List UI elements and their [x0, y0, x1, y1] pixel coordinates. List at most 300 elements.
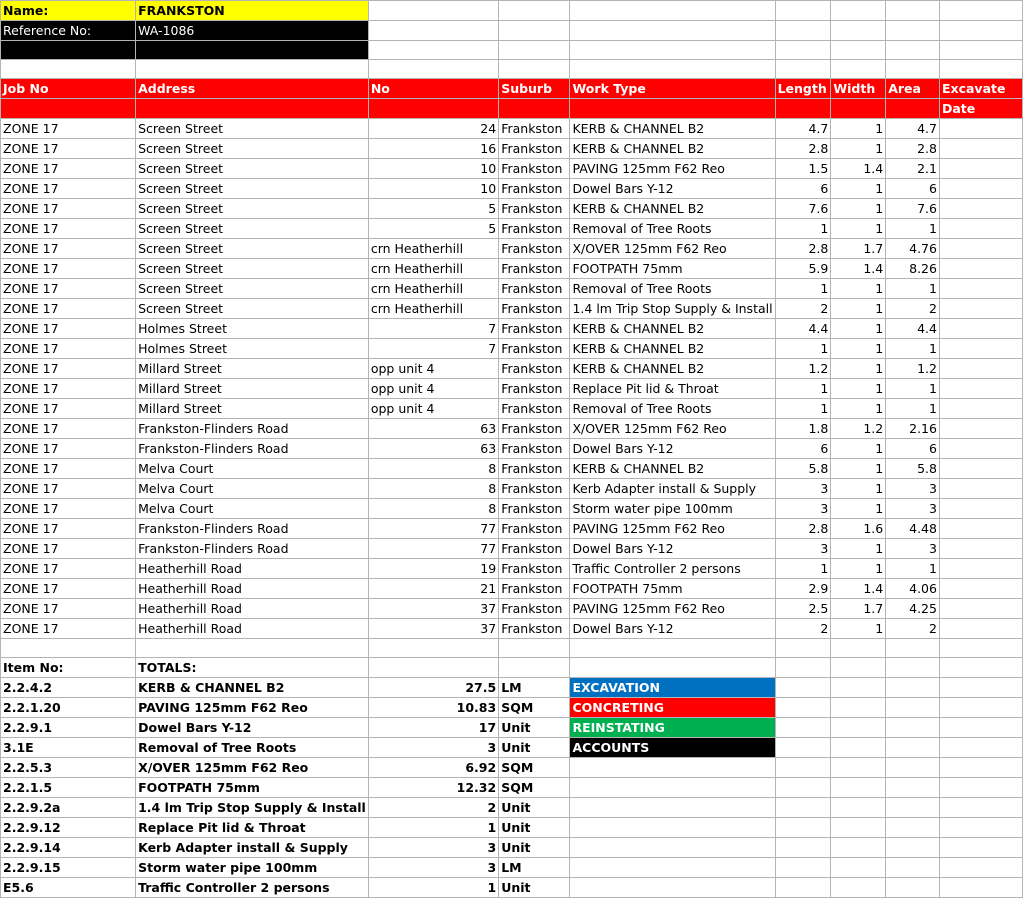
- total-quantity-cell[interactable]: 1: [368, 878, 498, 898]
- suburb-cell[interactable]: Frankston: [499, 199, 570, 219]
- excavate-date-cell[interactable]: [939, 539, 1022, 559]
- job-no-cell[interactable]: ZONE 17: [1, 119, 136, 139]
- job-no-cell[interactable]: ZONE 17: [1, 479, 136, 499]
- length-cell[interactable]: 5.9: [775, 259, 831, 279]
- suburb-cell[interactable]: Frankston: [499, 339, 570, 359]
- length-cell[interactable]: 4.7: [775, 119, 831, 139]
- length-cell[interactable]: 3: [775, 539, 831, 559]
- length-cell[interactable]: 2.8: [775, 139, 831, 159]
- work-type-cell[interactable]: KERB & CHANNEL B2: [570, 339, 775, 359]
- job-no-cell[interactable]: ZONE 17: [1, 519, 136, 539]
- job-no-cell[interactable]: ZONE 17: [1, 219, 136, 239]
- total-quantity-cell[interactable]: 3: [368, 738, 498, 758]
- job-no-cell[interactable]: ZONE 17: [1, 419, 136, 439]
- area-cell[interactable]: 1.2: [886, 359, 940, 379]
- area-cell[interactable]: 3: [886, 499, 940, 519]
- excavate-date-cell[interactable]: [939, 359, 1022, 379]
- length-cell[interactable]: 3: [775, 479, 831, 499]
- address-cell[interactable]: Screen Street: [136, 219, 369, 239]
- suburb-cell[interactable]: Frankston: [499, 379, 570, 399]
- total-description-cell[interactable]: Kerb Adapter install & Supply: [136, 838, 369, 858]
- total-unit-cell[interactable]: Unit: [499, 878, 570, 898]
- width-cell[interactable]: 1: [831, 559, 886, 579]
- job-no-cell[interactable]: ZONE 17: [1, 339, 136, 359]
- street-no-cell[interactable]: 37: [368, 599, 498, 619]
- suburb-cell[interactable]: Frankston: [499, 579, 570, 599]
- work-type-cell[interactable]: Dowel Bars Y-12: [570, 439, 775, 459]
- address-cell[interactable]: Heatherhill Road: [136, 579, 369, 599]
- address-cell[interactable]: Holmes Street: [136, 319, 369, 339]
- item-no-cell[interactable]: 2.2.9.14: [1, 838, 136, 858]
- job-no-cell[interactable]: ZONE 17: [1, 139, 136, 159]
- address-cell[interactable]: Heatherhill Road: [136, 559, 369, 579]
- street-no-cell[interactable]: 16: [368, 139, 498, 159]
- address-cell[interactable]: Millard Street: [136, 379, 369, 399]
- width-cell[interactable]: 1: [831, 399, 886, 419]
- address-cell[interactable]: Screen Street: [136, 259, 369, 279]
- area-cell[interactable]: 6: [886, 439, 940, 459]
- excavate-date-cell[interactable]: [939, 619, 1022, 639]
- address-cell[interactable]: Melva Court: [136, 499, 369, 519]
- area-cell[interactable]: 4.76: [886, 239, 940, 259]
- job-no-cell[interactable]: ZONE 17: [1, 499, 136, 519]
- street-no-cell[interactable]: 7: [368, 319, 498, 339]
- suburb-cell[interactable]: Frankston: [499, 179, 570, 199]
- area-cell[interactable]: 4.25: [886, 599, 940, 619]
- suburb-cell[interactable]: Frankston: [499, 459, 570, 479]
- address-cell[interactable]: Melva Court: [136, 459, 369, 479]
- legend-excavation: EXCAVATION: [570, 678, 775, 698]
- address-cell[interactable]: Millard Street: [136, 399, 369, 419]
- job-no-cell[interactable]: ZONE 17: [1, 379, 136, 399]
- legend-reinstating: REINSTATING: [570, 718, 775, 738]
- excavate-date-cell[interactable]: [939, 379, 1022, 399]
- total-unit-cell[interactable]: LM: [499, 858, 570, 878]
- job-row: [1, 379, 1023, 399]
- width-cell[interactable]: 1.4: [831, 579, 886, 599]
- street-no-cell[interactable]: 77: [368, 519, 498, 539]
- length-cell[interactable]: 1: [775, 399, 831, 419]
- suburb-cell[interactable]: Frankston: [499, 419, 570, 439]
- address-cell[interactable]: Screen Street: [136, 119, 369, 139]
- suburb-cell[interactable]: Frankston: [499, 559, 570, 579]
- job-row: [1, 219, 1023, 239]
- width-cell[interactable]: 1.4: [831, 259, 886, 279]
- street-no-cell[interactable]: crn Heatherhill: [368, 239, 498, 259]
- total-unit-cell[interactable]: SQM: [499, 778, 570, 798]
- suburb-cell[interactable]: Frankston: [499, 279, 570, 299]
- length-cell[interactable]: 1: [775, 279, 831, 299]
- excavate-date-cell[interactable]: [939, 159, 1022, 179]
- excavate-date-cell[interactable]: [939, 339, 1022, 359]
- work-type-cell[interactable]: PAVING 125mm F62 Reo: [570, 599, 775, 619]
- total-description-cell[interactable]: 1.4 lm Trip Stop Supply & Install: [136, 798, 369, 818]
- total-description-cell[interactable]: Removal of Tree Roots: [136, 738, 369, 758]
- area-cell[interactable]: 2.16: [886, 419, 940, 439]
- street-no-cell[interactable]: 19: [368, 559, 498, 579]
- total-unit-cell[interactable]: Unit: [499, 798, 570, 818]
- job-no-cell[interactable]: ZONE 17: [1, 599, 136, 619]
- suburb-cell[interactable]: Frankston: [499, 439, 570, 459]
- total-description-cell[interactable]: FOOTPATH 75mm: [136, 778, 369, 798]
- area-cell[interactable]: 1: [886, 279, 940, 299]
- work-type-cell[interactable]: KERB & CHANNEL B2: [570, 359, 775, 379]
- total-description-cell[interactable]: X/OVER 125mm F62 Reo: [136, 758, 369, 778]
- area-cell[interactable]: 4.06: [886, 579, 940, 599]
- area-cell[interactable]: 4.4: [886, 319, 940, 339]
- width-cell[interactable]: 1: [831, 619, 886, 639]
- address-cell[interactable]: Screen Street: [136, 239, 369, 259]
- area-cell[interactable]: 3: [886, 539, 940, 559]
- totals-row: [1, 798, 1023, 818]
- legend-accounts: ACCOUNTS: [570, 738, 775, 758]
- area-cell[interactable]: 4.7: [886, 119, 940, 139]
- length-cell[interactable]: 3: [775, 499, 831, 519]
- work-type-cell[interactable]: Kerb Adapter install & Supply: [570, 479, 775, 499]
- address-cell[interactable]: Frankston-Flinders Road: [136, 419, 369, 439]
- total-unit-cell[interactable]: Unit: [499, 738, 570, 758]
- job-no-cell[interactable]: ZONE 17: [1, 319, 136, 339]
- col-header-date: Date: [939, 99, 1022, 119]
- address-cell[interactable]: Holmes Street: [136, 339, 369, 359]
- job-no-cell[interactable]: ZONE 17: [1, 399, 136, 419]
- length-cell[interactable]: 5.8: [775, 459, 831, 479]
- total-quantity-cell[interactable]: 12.32: [368, 778, 498, 798]
- area-cell[interactable]: 5.8: [886, 459, 940, 479]
- address-cell[interactable]: Screen Street: [136, 179, 369, 199]
- job-no-cell[interactable]: ZONE 17: [1, 459, 136, 479]
- area-cell[interactable]: 6: [886, 179, 940, 199]
- area-cell[interactable]: 1: [886, 219, 940, 239]
- legend-concreting: CONCRETING: [570, 698, 775, 718]
- job-no-cell[interactable]: ZONE 17: [1, 439, 136, 459]
- suburb-cell[interactable]: Frankston: [499, 539, 570, 559]
- item-no-cell[interactable]: 3.1E: [1, 738, 136, 758]
- length-cell[interactable]: 2.8: [775, 239, 831, 259]
- total-description-cell[interactable]: Traffic Controller 2 persons: [136, 878, 369, 898]
- area-cell[interactable]: 2.1: [886, 159, 940, 179]
- item-no-cell[interactable]: 2.2.9.12: [1, 818, 136, 838]
- total-description-cell[interactable]: KERB & CHANNEL B2: [136, 678, 369, 698]
- suburb-cell[interactable]: Frankston: [499, 119, 570, 139]
- address-cell[interactable]: Frankston-Flinders Road: [136, 539, 369, 559]
- length-cell[interactable]: 6: [775, 439, 831, 459]
- suburb-cell[interactable]: Frankston: [499, 599, 570, 619]
- length-cell[interactable]: 2.5: [775, 599, 831, 619]
- excavate-date-cell[interactable]: [939, 319, 1022, 339]
- address-cell[interactable]: Heatherhill Road: [136, 599, 369, 619]
- length-cell[interactable]: 1: [775, 559, 831, 579]
- length-cell[interactable]: 1: [775, 219, 831, 239]
- work-type-cell[interactable]: Storm water pipe 100mm: [570, 499, 775, 519]
- street-no-cell[interactable]: 21: [368, 579, 498, 599]
- work-type-cell[interactable]: Dowel Bars Y-12: [570, 179, 775, 199]
- job-no-cell[interactable]: ZONE 17: [1, 259, 136, 279]
- width-cell[interactable]: 1: [831, 479, 886, 499]
- item-no-cell[interactable]: E5.6: [1, 878, 136, 898]
- total-description-cell[interactable]: Storm water pipe 100mm: [136, 858, 369, 878]
- job-row: [1, 459, 1023, 479]
- work-type-cell[interactable]: KERB & CHANNEL B2: [570, 139, 775, 159]
- length-cell[interactable]: 1: [775, 379, 831, 399]
- job-no-cell[interactable]: ZONE 17: [1, 199, 136, 219]
- length-cell[interactable]: 6: [775, 179, 831, 199]
- excavate-date-cell[interactable]: [939, 459, 1022, 479]
- excavate-date-cell[interactable]: [939, 119, 1022, 139]
- excavate-date-cell[interactable]: [939, 219, 1022, 239]
- name-value[interactable]: FRANKSTON: [136, 1, 369, 21]
- excavate-date-cell[interactable]: [939, 279, 1022, 299]
- work-type-cell[interactable]: FOOTPATH 75mm: [570, 579, 775, 599]
- suburb-cell[interactable]: Frankston: [499, 139, 570, 159]
- col-header-address: Address: [136, 79, 369, 99]
- work-type-cell[interactable]: X/OVER 125mm F62 Reo: [570, 239, 775, 259]
- job-no-cell[interactable]: ZONE 17: [1, 559, 136, 579]
- work-type-cell[interactable]: PAVING 125mm F62 Reo: [570, 519, 775, 539]
- reference-value[interactable]: WA-1086: [136, 21, 369, 41]
- length-cell[interactable]: 2.9: [775, 579, 831, 599]
- total-unit-cell[interactable]: Unit: [499, 818, 570, 838]
- item-no-cell[interactable]: 2.2.1.20: [1, 698, 136, 718]
- address-cell[interactable]: Frankston-Flinders Road: [136, 439, 369, 459]
- excavate-date-cell[interactable]: [939, 579, 1022, 599]
- work-type-cell[interactable]: Removal of Tree Roots: [570, 399, 775, 419]
- excavate-date-cell[interactable]: [939, 179, 1022, 199]
- street-no-cell[interactable]: 5: [368, 199, 498, 219]
- width-cell[interactable]: 1: [831, 179, 886, 199]
- length-cell[interactable]: 7.6: [775, 199, 831, 219]
- street-no-cell[interactable]: 63: [368, 419, 498, 439]
- work-type-cell[interactable]: Traffic Controller 2 persons: [570, 559, 775, 579]
- address-cell[interactable]: Melva Court: [136, 479, 369, 499]
- item-no-cell[interactable]: 2.2.9.2a: [1, 798, 136, 818]
- col-header-work-type: Work Type: [570, 79, 775, 99]
- job-no-cell[interactable]: ZONE 17: [1, 159, 136, 179]
- width-cell[interactable]: 1: [831, 319, 886, 339]
- work-type-cell[interactable]: KERB & CHANNEL B2: [570, 319, 775, 339]
- street-no-cell[interactable]: 8: [368, 499, 498, 519]
- total-quantity-cell[interactable]: 17: [368, 718, 498, 738]
- address-cell[interactable]: Screen Street: [136, 139, 369, 159]
- total-unit-cell[interactable]: Unit: [499, 838, 570, 858]
- job-row: [1, 279, 1023, 299]
- work-type-cell[interactable]: 1.4 lm Trip Stop Supply & Install: [570, 299, 775, 319]
- length-cell[interactable]: 1.8: [775, 419, 831, 439]
- job-no-cell[interactable]: ZONE 17: [1, 179, 136, 199]
- work-type-cell[interactable]: Removal of Tree Roots: [570, 279, 775, 299]
- suburb-cell[interactable]: Frankston: [499, 219, 570, 239]
- item-no-cell[interactable]: 2.2.5.3: [1, 758, 136, 778]
- suburb-cell[interactable]: Frankston: [499, 519, 570, 539]
- length-cell[interactable]: 2: [775, 299, 831, 319]
- excavate-date-cell[interactable]: [939, 299, 1022, 319]
- width-cell[interactable]: 1.7: [831, 239, 886, 259]
- excavate-date-cell[interactable]: [939, 399, 1022, 419]
- width-cell[interactable]: 1: [831, 119, 886, 139]
- job-no-cell[interactable]: ZONE 17: [1, 539, 136, 559]
- suburb-cell[interactable]: Frankston: [499, 299, 570, 319]
- area-cell[interactable]: 1: [886, 399, 940, 419]
- length-cell[interactable]: 2.8: [775, 519, 831, 539]
- item-no-cell[interactable]: 2.2.9.15: [1, 858, 136, 878]
- total-quantity-cell[interactable]: 2: [368, 798, 498, 818]
- street-no-cell[interactable]: 7: [368, 339, 498, 359]
- total-unit-cell[interactable]: Unit: [499, 718, 570, 738]
- total-quantity-cell[interactable]: 6.92: [368, 758, 498, 778]
- job-no-cell[interactable]: ZONE 17: [1, 619, 136, 639]
- work-type-cell[interactable]: X/OVER 125mm F62 Reo: [570, 419, 775, 439]
- work-type-cell[interactable]: KERB & CHANNEL B2: [570, 199, 775, 219]
- address-cell[interactable]: Screen Street: [136, 279, 369, 299]
- street-no-cell[interactable]: 77: [368, 539, 498, 559]
- work-type-cell[interactable]: KERB & CHANNEL B2: [570, 119, 775, 139]
- excavate-date-cell[interactable]: [939, 499, 1022, 519]
- suburb-cell[interactable]: Frankston: [499, 619, 570, 639]
- area-cell[interactable]: 8.26: [886, 259, 940, 279]
- total-quantity-cell[interactable]: 1: [368, 818, 498, 838]
- street-no-cell[interactable]: 10: [368, 159, 498, 179]
- street-no-cell[interactable]: opp unit 4: [368, 359, 498, 379]
- excavate-date-cell[interactable]: [939, 419, 1022, 439]
- street-no-cell[interactable]: crn Heatherhill: [368, 279, 498, 299]
- work-type-cell[interactable]: Removal of Tree Roots: [570, 219, 775, 239]
- work-type-cell[interactable]: Dowel Bars Y-12: [570, 619, 775, 639]
- work-type-cell[interactable]: KERB & CHANNEL B2: [570, 459, 775, 479]
- work-type-cell[interactable]: FOOTPATH 75mm: [570, 259, 775, 279]
- width-cell[interactable]: 1: [831, 499, 886, 519]
- totals-label: TOTALS:: [136, 658, 369, 678]
- width-cell[interactable]: 1.7: [831, 599, 886, 619]
- excavate-date-cell[interactable]: [939, 259, 1022, 279]
- street-no-cell[interactable]: 63: [368, 439, 498, 459]
- total-description-cell[interactable]: Dowel Bars Y-12: [136, 718, 369, 738]
- suburb-cell[interactable]: Frankston: [499, 399, 570, 419]
- col-header-excavate: Excavate: [939, 79, 1022, 99]
- street-no-cell[interactable]: crn Heatherhill: [368, 259, 498, 279]
- width-cell[interactable]: 1: [831, 199, 886, 219]
- total-quantity-cell[interactable]: 27.5: [368, 678, 498, 698]
- suburb-cell[interactable]: Frankston: [499, 499, 570, 519]
- street-no-cell[interactable]: 37: [368, 619, 498, 639]
- suburb-cell[interactable]: Frankston: [499, 159, 570, 179]
- address-cell[interactable]: Screen Street: [136, 159, 369, 179]
- width-cell[interactable]: 1.6: [831, 519, 886, 539]
- area-cell[interactable]: 4.48: [886, 519, 940, 539]
- area-cell[interactable]: 1: [886, 339, 940, 359]
- job-no-cell[interactable]: ZONE 17: [1, 579, 136, 599]
- width-cell[interactable]: 1.2: [831, 419, 886, 439]
- address-cell[interactable]: Frankston-Flinders Road: [136, 519, 369, 539]
- street-no-cell[interactable]: 8: [368, 479, 498, 499]
- total-unit-cell[interactable]: SQM: [499, 758, 570, 778]
- totals-row: [1, 838, 1023, 858]
- suburb-cell[interactable]: Frankston: [499, 239, 570, 259]
- total-description-cell[interactable]: Replace Pit lid & Throat: [136, 818, 369, 838]
- area-cell[interactable]: 2.8: [886, 139, 940, 159]
- area-cell[interactable]: 3: [886, 479, 940, 499]
- total-quantity-cell[interactable]: 10.83: [368, 698, 498, 718]
- item-no-cell[interactable]: 2.2.9.1: [1, 718, 136, 738]
- excavate-date-cell[interactable]: [939, 439, 1022, 459]
- col-header-job-no: Job No: [1, 79, 136, 99]
- street-no-cell[interactable]: 24: [368, 119, 498, 139]
- job-row: [1, 199, 1023, 219]
- total-description-cell[interactable]: PAVING 125mm F62 Reo: [136, 698, 369, 718]
- job-no-cell[interactable]: ZONE 17: [1, 299, 136, 319]
- work-type-cell[interactable]: Dowel Bars Y-12: [570, 539, 775, 559]
- item-no-cell[interactable]: 2.2.4.2: [1, 678, 136, 698]
- total-unit-cell[interactable]: LM: [499, 678, 570, 698]
- length-cell[interactable]: 1.2: [775, 359, 831, 379]
- area-cell[interactable]: 7.6: [886, 199, 940, 219]
- address-cell[interactable]: Heatherhill Road: [136, 619, 369, 639]
- work-type-cell[interactable]: PAVING 125mm F62 Reo: [570, 159, 775, 179]
- job-no-cell[interactable]: ZONE 17: [1, 279, 136, 299]
- total-quantity-cell[interactable]: 3: [368, 838, 498, 858]
- area-cell[interactable]: 1: [886, 559, 940, 579]
- width-cell[interactable]: 1.4: [831, 159, 886, 179]
- width-cell[interactable]: 1: [831, 139, 886, 159]
- width-cell[interactable]: 1: [831, 379, 886, 399]
- area-cell[interactable]: 1: [886, 379, 940, 399]
- length-cell[interactable]: 2: [775, 619, 831, 639]
- excavate-date-cell[interactable]: [939, 599, 1022, 619]
- width-cell[interactable]: 1: [831, 299, 886, 319]
- total-quantity-cell[interactable]: 3: [368, 858, 498, 878]
- address-cell[interactable]: Screen Street: [136, 199, 369, 219]
- job-no-cell[interactable]: ZONE 17: [1, 239, 136, 259]
- excavate-date-cell[interactable]: [939, 239, 1022, 259]
- street-no-cell[interactable]: opp unit 4: [368, 399, 498, 419]
- street-no-cell[interactable]: 10: [368, 179, 498, 199]
- suburb-cell[interactable]: Frankston: [499, 359, 570, 379]
- width-cell[interactable]: 1: [831, 539, 886, 559]
- suburb-cell[interactable]: Frankston: [499, 319, 570, 339]
- suburb-cell[interactable]: Frankston: [499, 479, 570, 499]
- job-row: [1, 179, 1023, 199]
- length-cell[interactable]: 1.5: [775, 159, 831, 179]
- excavate-date-cell[interactable]: [939, 199, 1022, 219]
- excavate-date-cell[interactable]: [939, 479, 1022, 499]
- street-no-cell[interactable]: crn Heatherhill: [368, 299, 498, 319]
- address-cell[interactable]: Millard Street: [136, 359, 369, 379]
- excavate-date-cell[interactable]: [939, 139, 1022, 159]
- width-cell[interactable]: 1: [831, 359, 886, 379]
- total-unit-cell[interactable]: SQM: [499, 698, 570, 718]
- item-no-cell[interactable]: 2.2.1.5: [1, 778, 136, 798]
- address-cell[interactable]: Screen Street: [136, 299, 369, 319]
- length-cell[interactable]: 4.4: [775, 319, 831, 339]
- suburb-cell[interactable]: Frankston: [499, 259, 570, 279]
- area-cell[interactable]: 2: [886, 299, 940, 319]
- excavate-date-cell[interactable]: [939, 519, 1022, 539]
- width-cell[interactable]: 1: [831, 439, 886, 459]
- area-cell[interactable]: 2: [886, 619, 940, 639]
- job-row: [1, 559, 1023, 579]
- street-no-cell[interactable]: opp unit 4: [368, 379, 498, 399]
- job-no-cell[interactable]: ZONE 17: [1, 359, 136, 379]
- street-no-cell[interactable]: 5: [368, 219, 498, 239]
- width-cell[interactable]: 1: [831, 279, 886, 299]
- column-header-row: [1, 79, 1023, 99]
- width-cell[interactable]: 1: [831, 219, 886, 239]
- width-cell[interactable]: 1: [831, 459, 886, 479]
- work-type-cell[interactable]: Replace Pit lid & Throat: [570, 379, 775, 399]
- street-no-cell[interactable]: 8: [368, 459, 498, 479]
- length-cell[interactable]: 1: [775, 339, 831, 359]
- width-cell[interactable]: 1: [831, 339, 886, 359]
- excavate-date-cell[interactable]: [939, 559, 1022, 579]
